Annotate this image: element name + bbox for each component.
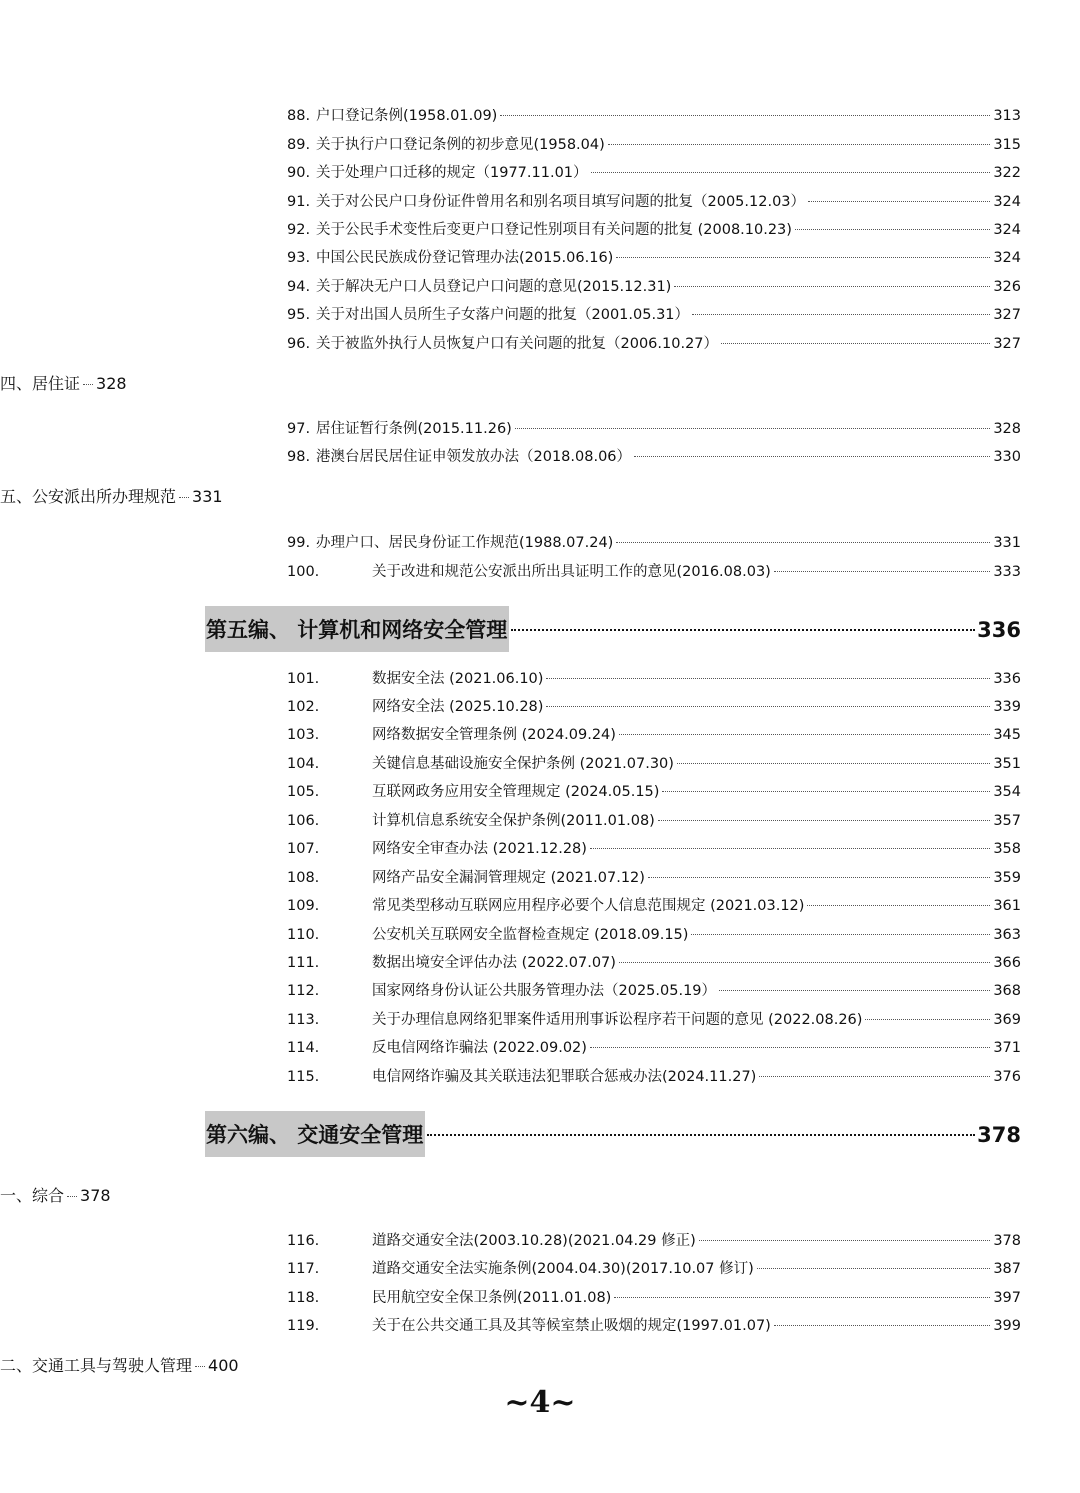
entry-number: 113. <box>287 1012 320 1028</box>
entry-page-number: 397 <box>993 1290 1021 1306</box>
entry-number: 117. <box>287 1261 320 1277</box>
entry-number: 101. <box>287 671 320 687</box>
dot-leader <box>674 286 990 287</box>
entry-page-number: 371 <box>993 1040 1021 1056</box>
entry-page-number: 336 <box>993 671 1021 687</box>
entry-title: 数据安全法 (2021.06.10) <box>372 671 544 687</box>
entry-title: 关于对公民户口身份证件曾用名和别名项目填写问题的批复（2005.12.03） <box>316 194 806 210</box>
entry-number: 100. <box>287 564 320 580</box>
dot-leader <box>699 1240 991 1241</box>
toc-entry[interactable] <box>287 1008 1021 1030</box>
entry-page-number: 331 <box>192 487 223 506</box>
toc-entry[interactable] <box>287 979 1021 1001</box>
toc-entry[interactable] <box>287 667 1021 689</box>
entry-page-number: 336 <box>977 618 1021 642</box>
entry-number: 107. <box>287 841 320 857</box>
toc-entry[interactable] <box>287 332 1021 354</box>
dot-leader <box>774 1325 990 1326</box>
entry-title: 互联网政务应用安全管理规定 (2024.05.15) <box>372 784 660 800</box>
entry-title: 户口登记条例(1958.01.09) <box>316 108 498 124</box>
toc-entry[interactable] <box>287 275 1021 297</box>
entry-number: 114. <box>287 1040 320 1056</box>
entry-title: 反电信网络诈骗法 (2022.09.02) <box>372 1040 587 1056</box>
dot-leader <box>677 763 990 764</box>
entry-page-number: 354 <box>993 784 1021 800</box>
dot-leader <box>591 172 991 173</box>
toc-entry[interactable] <box>287 809 1021 831</box>
dot-leader <box>619 962 990 963</box>
entry-page-number: 378 <box>977 1123 1021 1147</box>
dot-leader <box>500 115 990 116</box>
entry-title: 五、公安派出所办理规范 <box>0 487 177 506</box>
entry-title: 四、居住证 <box>0 374 81 393</box>
entry-page-number: 399 <box>993 1318 1021 1334</box>
entry-page-number: 333 <box>993 564 1021 580</box>
dot-leader <box>648 877 990 878</box>
dot-leader <box>808 201 990 202</box>
entry-title: 道路交通安全法(2003.10.28)(2021.04.29 修正) <box>372 1233 696 1249</box>
entry-title: 关于改进和规范公安派出所出具证明工作的意见(2016.08.03) <box>372 564 771 580</box>
entry-title: 关于处理户口迁移的规定（1977.11.01） <box>316 165 588 181</box>
entry-number: 96. <box>287 336 311 352</box>
entry-number: 106. <box>287 813 320 829</box>
entry-number: 112. <box>287 983 320 999</box>
entry-page-number: 324 <box>993 194 1021 210</box>
entry-page-number: 322 <box>993 165 1021 181</box>
entry-page-number: 328 <box>96 374 127 393</box>
entry-page-number: 359 <box>993 870 1021 886</box>
dot-leader <box>658 820 990 821</box>
toc-section-heading[interactable] <box>0 1353 239 1376</box>
dot-leader <box>590 848 990 849</box>
entry-page-number: 387 <box>993 1261 1021 1277</box>
toc-entry[interactable] <box>287 780 1021 802</box>
entry-page-number: 369 <box>993 1012 1021 1028</box>
entry-title: 网络产品安全漏洞管理规定 (2021.07.12) <box>372 870 645 886</box>
dot-leader <box>546 678 990 679</box>
toc-entry[interactable] <box>287 894 1021 916</box>
toc-entry[interactable] <box>287 161 1021 183</box>
dot-leader <box>619 734 990 735</box>
entry-title: 中国公民民族成份登记管理办法(2015.06.16) <box>316 250 614 266</box>
dot-leader <box>616 542 990 543</box>
entry-number: 99. <box>287 535 311 551</box>
toc-entry[interactable] <box>287 1036 1021 1058</box>
toc-entry[interactable] <box>287 1065 1021 1087</box>
toc-entry[interactable] <box>287 531 1021 553</box>
entry-number: 115. <box>287 1069 320 1085</box>
entry-title: 港澳台居民居住证申领发放办法（2018.08.06） <box>316 449 632 465</box>
entry-page-number: 378 <box>993 1233 1021 1249</box>
entry-title: 公安机关互联网安全监督检查规定 (2018.09.15) <box>372 927 689 943</box>
entry-page-number: 327 <box>993 307 1021 323</box>
entry-number: 103. <box>287 727 320 743</box>
entry-page-number: 327 <box>993 336 1021 352</box>
dot-leader <box>721 343 990 344</box>
toc-entry[interactable] <box>287 866 1021 888</box>
entry-number: 92. <box>287 222 311 238</box>
entry-title: 国家网络身份认证公共服务管理办法（2025.05.19） <box>372 983 717 999</box>
dot-leader <box>795 229 990 230</box>
entry-title: 关于公民手术变性后变更户口登记性别项目有关问题的批复 (2008.10.23) <box>316 222 792 238</box>
entry-page-number: 363 <box>993 927 1021 943</box>
entry-page-number: 324 <box>993 250 1021 266</box>
toc-entry[interactable] <box>287 417 1021 439</box>
entry-title: 常见类型移动互联网应用程序必要个人信息范围规定 (2021.03.12) <box>372 898 805 914</box>
entry-title: 数据出境安全评估办法 (2022.07.07) <box>372 955 616 971</box>
entry-number: 90. <box>287 165 311 181</box>
entry-page-number: 400 <box>208 1356 239 1375</box>
toc-entry[interactable] <box>287 560 1021 582</box>
entry-title: 一、综合 <box>0 1186 65 1205</box>
dot-leader <box>195 1366 205 1367</box>
toc-section-heading[interactable] <box>0 484 223 507</box>
entry-page-number: 358 <box>993 841 1021 857</box>
entry-title: 办理户口、居民身份证工作规范(1988.07.24) <box>316 535 614 551</box>
entry-title: 关于执行户口登记条例的初步意见(1958.04) <box>316 137 605 153</box>
toc-entry[interactable] <box>287 218 1021 240</box>
toc-part-heading[interactable] <box>205 606 1021 652</box>
entry-number: 88. <box>287 108 311 124</box>
entry-number: 105. <box>287 784 320 800</box>
dot-leader <box>692 314 990 315</box>
toc-part-heading[interactable] <box>205 1111 1021 1157</box>
entry-title: 第五编、 计算机和网络安全管理 <box>205 606 509 652</box>
dot-leader <box>616 257 990 258</box>
entry-page-number: 330 <box>993 449 1021 465</box>
entry-title: 关于解决无户口人员登记户口问题的意见(2015.12.31) <box>316 279 672 295</box>
entry-page-number: 345 <box>993 727 1021 743</box>
toc-entry[interactable] <box>287 695 1021 717</box>
toc-entry[interactable] <box>287 723 1021 745</box>
toc-entry[interactable] <box>287 104 1021 126</box>
toc-entry[interactable] <box>287 445 1021 467</box>
toc-entry[interactable] <box>287 1314 1021 1336</box>
entry-number: 109. <box>287 898 320 914</box>
dot-leader <box>774 571 990 572</box>
entry-number: 110. <box>287 927 320 943</box>
dot-leader <box>691 934 990 935</box>
entry-title: 关于对出国人员所生子女落户问题的批复（2001.05.31） <box>316 307 690 323</box>
entry-title: 计算机信息系统安全保护条例(2011.01.08) <box>372 813 655 829</box>
dot-leader <box>662 791 990 792</box>
dot-leader <box>546 706 990 707</box>
entry-page-number: 366 <box>993 955 1021 971</box>
entry-number: 108. <box>287 870 320 886</box>
dot-leader <box>67 1196 77 1197</box>
entry-page-number: 315 <box>993 137 1021 153</box>
entry-number: 89. <box>287 137 311 153</box>
entry-number: 118. <box>287 1290 320 1306</box>
entry-page-number: 361 <box>993 898 1021 914</box>
entry-page-number: 324 <box>993 222 1021 238</box>
entry-title: 关于办理信息网络犯罪案件适用刑事诉讼程序若干问题的意见 (2022.08.26) <box>372 1012 863 1028</box>
entry-number: 104. <box>287 756 320 772</box>
entry-number: 94. <box>287 279 311 295</box>
entry-title: 电信网络诈骗及其关联违法犯罪联合惩戒办法(2024.11.27) <box>372 1069 757 1085</box>
entry-title: 网络安全审查办法 (2021.12.28) <box>372 841 587 857</box>
dot-leader <box>807 905 990 906</box>
entry-page-number: 357 <box>993 813 1021 829</box>
toc-entry[interactable] <box>287 752 1021 774</box>
dot-leader <box>719 990 990 991</box>
entry-number: 119. <box>287 1318 320 1334</box>
entry-title: 关于在公共交通工具及其等候室禁止吸烟的规定(1997.01.07) <box>372 1318 771 1334</box>
toc-entry[interactable] <box>287 923 1021 945</box>
entry-page-number: 378 <box>80 1186 111 1205</box>
dot-leader <box>759 1076 990 1077</box>
toc-entry[interactable] <box>287 303 1021 325</box>
toc-entry[interactable] <box>287 837 1021 859</box>
toc-entry[interactable] <box>287 951 1021 973</box>
entry-title: 居住证暂行条例(2015.11.26) <box>316 421 512 437</box>
page-number: ~4~ <box>504 1385 576 1420</box>
entry-number: 102. <box>287 699 320 715</box>
entry-page-number: 331 <box>993 535 1021 551</box>
entry-number: 98. <box>287 449 311 465</box>
entry-title: 第六编、 交通安全管理 <box>205 1111 425 1157</box>
toc-entry[interactable] <box>287 246 1021 268</box>
toc-section-heading[interactable] <box>0 371 127 394</box>
entry-title: 道路交通安全法实施条例(2004.04.30)(2017.10.07 修订) <box>372 1261 754 1277</box>
dot-leader <box>608 144 991 145</box>
dot-leader <box>83 384 93 385</box>
entry-number: 95. <box>287 307 311 323</box>
dot-leader <box>634 456 990 457</box>
toc-entry[interactable] <box>287 133 1021 155</box>
entry-number: 93. <box>287 250 311 266</box>
entry-title: 二、交通工具与驾驶人管理 <box>0 1356 193 1375</box>
dot-leader <box>511 629 975 631</box>
entry-title: 关键信息基础设施安全保护条例 (2021.07.30) <box>372 756 674 772</box>
entry-page-number: 313 <box>993 108 1021 124</box>
dot-leader <box>179 497 189 498</box>
toc-section-heading[interactable] <box>0 1183 111 1206</box>
toc-entry[interactable] <box>287 1286 1021 1308</box>
dot-leader <box>865 1019 990 1020</box>
entry-page-number: 339 <box>993 699 1021 715</box>
entry-title: 民用航空安全保卫条例(2011.01.08) <box>372 1290 612 1306</box>
toc-entry[interactable] <box>287 190 1021 212</box>
dot-leader <box>427 1134 975 1136</box>
entry-page-number: 368 <box>993 983 1021 999</box>
entry-page-number: 328 <box>993 421 1021 437</box>
entry-title: 关于被监外执行人员恢复户口有关问题的批复（2006.10.27） <box>316 336 719 352</box>
entry-number: 91. <box>287 194 311 210</box>
toc-entry[interactable] <box>287 1257 1021 1279</box>
entry-title: 网络数据安全管理条例 (2024.09.24) <box>372 727 616 743</box>
dot-leader <box>515 428 990 429</box>
dot-leader <box>614 1297 990 1298</box>
entry-number: 116. <box>287 1233 320 1249</box>
entry-number: 111. <box>287 955 320 971</box>
dot-leader <box>757 1268 991 1269</box>
entry-title: 网络安全法 (2025.10.28) <box>372 699 544 715</box>
entry-number: 97. <box>287 421 311 437</box>
dot-leader <box>590 1047 990 1048</box>
entry-page-number: 351 <box>993 756 1021 772</box>
toc-entry[interactable] <box>287 1229 1021 1251</box>
entry-page-number: 376 <box>993 1069 1021 1085</box>
entry-page-number: 326 <box>993 279 1021 295</box>
